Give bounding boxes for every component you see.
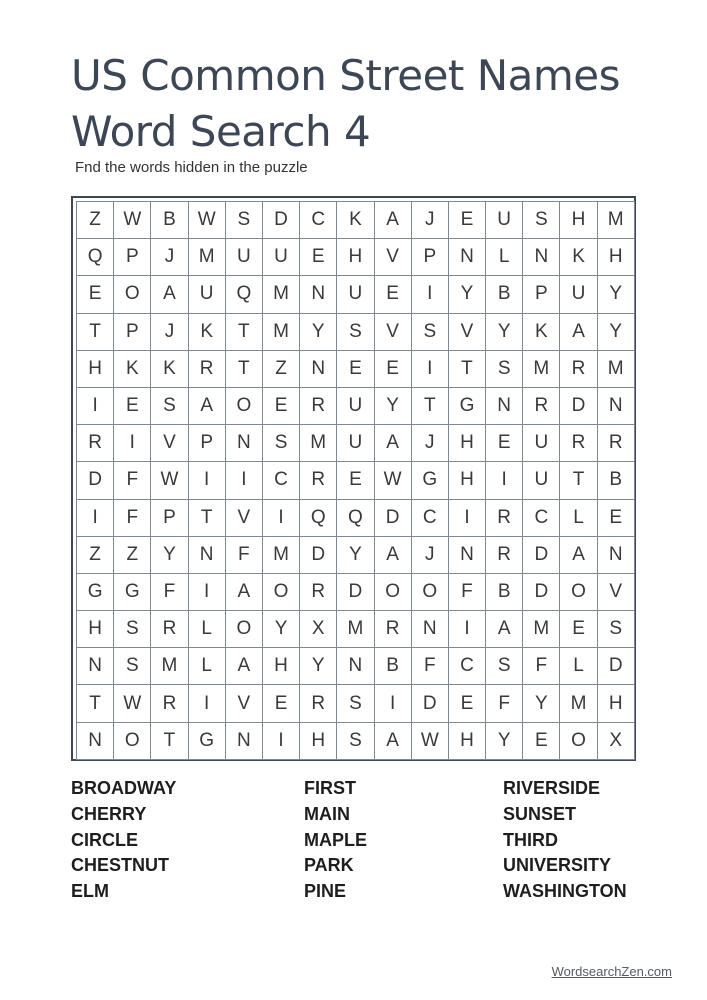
grid-cell[interactable]: H: [598, 239, 635, 276]
grid-cell[interactable]: X: [300, 611, 337, 648]
grid-cell[interactable]: Y: [598, 276, 635, 313]
grid-cell[interactable]: M: [300, 425, 337, 462]
grid-cell[interactable]: E: [375, 351, 412, 388]
grid-cell[interactable]: S: [226, 202, 263, 239]
grid-cell[interactable]: D: [375, 500, 412, 537]
grid-cell[interactable]: Y: [598, 314, 635, 351]
grid-cell[interactable]: F: [449, 574, 486, 611]
grid-cell[interactable]: E: [449, 685, 486, 722]
grid-cell[interactable]: W: [375, 462, 412, 499]
grid-cell[interactable]: U: [523, 462, 560, 499]
grid-cell[interactable]: E: [114, 388, 151, 425]
grid-cell[interactable]: E: [337, 351, 374, 388]
grid-cell[interactable]: B: [151, 202, 188, 239]
grid-cell[interactable]: N: [77, 648, 114, 685]
grid-cell[interactable]: R: [560, 425, 597, 462]
grid-cell[interactable]: R: [375, 611, 412, 648]
grid-cell[interactable]: D: [77, 462, 114, 499]
grid-cell[interactable]: O: [226, 388, 263, 425]
word-list-item: PARK: [304, 855, 354, 876]
grid-cell[interactable]: O: [114, 723, 151, 760]
grid-cell[interactable]: R: [300, 685, 337, 722]
word-list-item: RIVERSIDE: [503, 778, 601, 798]
grid-cell[interactable]: Y: [523, 685, 560, 722]
grid-cell[interactable]: K: [523, 314, 560, 351]
grid-cell[interactable]: E: [486, 425, 523, 462]
grid-cell[interactable]: Y: [151, 537, 188, 574]
grid-cell[interactable]: P: [151, 500, 188, 537]
grid-cell[interactable]: A: [560, 314, 597, 351]
grid-cell[interactable]: M: [263, 314, 300, 351]
grid-cell[interactable]: D: [300, 537, 337, 574]
grid-cell[interactable]: A: [375, 425, 412, 462]
grid-cell[interactable]: I: [226, 462, 263, 499]
grid-cell[interactable]: B: [598, 462, 635, 499]
grid-cell[interactable]: I: [412, 276, 449, 313]
word-list-item: MAIN: [304, 803, 350, 824]
grid-cell[interactable]: T: [77, 314, 114, 351]
grid-cell[interactable]: U: [337, 388, 374, 425]
grid-cell[interactable]: T: [226, 351, 263, 388]
grid-cell[interactable]: V: [375, 314, 412, 351]
grid-cell[interactable]: A: [375, 202, 412, 239]
grid-cell[interactable]: O: [560, 723, 597, 760]
grid-cell[interactable]: V: [449, 314, 486, 351]
word-list-item: MAPLE: [304, 829, 367, 850]
grid-cell[interactable]: C: [300, 202, 337, 239]
grid-cell[interactable]: W: [412, 723, 449, 760]
grid-cell[interactable]: H: [449, 462, 486, 499]
grid-cell[interactable]: B: [486, 276, 523, 313]
grid-cell[interactable]: H: [449, 723, 486, 760]
grid-cell[interactable]: I: [77, 388, 114, 425]
grid-cell[interactable]: E: [300, 239, 337, 276]
grid-cell[interactable]: X: [598, 723, 635, 760]
puzzle-title: [71, 48, 620, 160]
grid-cell[interactable]: N: [486, 388, 523, 425]
grid-cell[interactable]: T: [151, 723, 188, 760]
puzzle-grid-frame: [71, 196, 636, 761]
grid-cell[interactable]: S: [486, 648, 523, 685]
grid-cell[interactable]: N: [226, 425, 263, 462]
grid-cell[interactable]: Z: [77, 202, 114, 239]
grid-cell[interactable]: G: [412, 462, 449, 499]
word-list-item: SUNSET: [503, 803, 577, 824]
grid-cell[interactable]: N: [77, 723, 114, 760]
grid-cell[interactable]: I: [263, 723, 300, 760]
grid-cell[interactable]: I: [189, 574, 226, 611]
grid-cell[interactable]: R: [77, 425, 114, 462]
grid-cell[interactable]: H: [560, 202, 597, 239]
grid-cell[interactable]: I: [412, 351, 449, 388]
grid-cell[interactable]: V: [375, 239, 412, 276]
grid-cell[interactable]: Y: [375, 388, 412, 425]
grid-cell[interactable]: N: [449, 537, 486, 574]
grid-cell[interactable]: Z: [114, 537, 151, 574]
grid-cell[interactable]: V: [226, 500, 263, 537]
grid-cell[interactable]: U: [560, 276, 597, 313]
grid-cell[interactable]: F: [486, 685, 523, 722]
grid-cell[interactable]: Y: [486, 723, 523, 760]
grid-cell[interactable]: O: [560, 574, 597, 611]
word-list-item: CHESTNUT: [71, 855, 169, 876]
grid-cell[interactable]: R: [189, 351, 226, 388]
grid-cell[interactable]: H: [77, 611, 114, 648]
grid-cell[interactable]: N: [412, 611, 449, 648]
grid-cell[interactable]: C: [412, 500, 449, 537]
grid-cell[interactable]: I: [449, 611, 486, 648]
grid-cell[interactable]: K: [189, 314, 226, 351]
grid-cell[interactable]: I: [189, 462, 226, 499]
grid-cell[interactable]: E: [375, 276, 412, 313]
title-line-2: Word Search 4: [71, 107, 371, 156]
grid-cell[interactable]: U: [337, 425, 374, 462]
grid-cell[interactable]: F: [151, 574, 188, 611]
letter-grid: [76, 201, 635, 760]
grid-cell[interactable]: A: [375, 537, 412, 574]
grid-cell[interactable]: S: [337, 314, 374, 351]
grid-cell[interactable]: Q: [300, 500, 337, 537]
grid-cell[interactable]: A: [486, 611, 523, 648]
grid-cell[interactable]: B: [375, 648, 412, 685]
word-list-column-2: [304, 776, 367, 905]
grid-cell[interactable]: A: [151, 276, 188, 313]
grid-cell[interactable]: M: [263, 537, 300, 574]
grid-cell[interactable]: O: [114, 276, 151, 313]
grid-cell[interactable]: J: [412, 425, 449, 462]
grid-cell[interactable]: A: [189, 388, 226, 425]
word-list-item: FIRST: [304, 778, 356, 798]
grid-cell[interactable]: I: [77, 500, 114, 537]
grid-cell[interactable]: G: [189, 723, 226, 760]
grid-cell[interactable]: K: [337, 202, 374, 239]
grid-cell[interactable]: R: [523, 388, 560, 425]
grid-cell[interactable]: D: [523, 574, 560, 611]
grid-cell[interactable]: Y: [337, 537, 374, 574]
grid-cell[interactable]: N: [189, 537, 226, 574]
grid-cell[interactable]: O: [263, 574, 300, 611]
grid-cell[interactable]: E: [523, 723, 560, 760]
grid-cell[interactable]: U: [226, 239, 263, 276]
grid-cell[interactable]: H: [337, 239, 374, 276]
grid-cell[interactable]: T: [189, 500, 226, 537]
grid-cell[interactable]: M: [560, 685, 597, 722]
grid-cell[interactable]: E: [598, 500, 635, 537]
grid-cell[interactable]: Y: [449, 276, 486, 313]
grid-cell[interactable]: F: [226, 537, 263, 574]
word-list-item: THIRD: [503, 829, 558, 850]
grid-cell[interactable]: V: [151, 425, 188, 462]
grid-cell[interactable]: A: [226, 648, 263, 685]
grid-cell[interactable]: Q: [337, 500, 374, 537]
grid-cell[interactable]: J: [412, 537, 449, 574]
grid-cell[interactable]: W: [189, 202, 226, 239]
grid-cell[interactable]: A: [375, 723, 412, 760]
instructions: Fnd the words hidden in the puzzle: [75, 159, 308, 176]
grid-cell[interactable]: O: [412, 574, 449, 611]
grid-cell[interactable]: S: [598, 611, 635, 648]
grid-cell[interactable]: H: [263, 648, 300, 685]
grid-cell[interactable]: G: [449, 388, 486, 425]
grid-cell[interactable]: T: [412, 388, 449, 425]
grid-cell[interactable]: S: [337, 723, 374, 760]
word-list-item: PINE: [304, 881, 347, 902]
grid-cell[interactable]: V: [226, 685, 263, 722]
grid-cell[interactable]: S: [151, 388, 188, 425]
grid-cell[interactable]: L: [189, 611, 226, 648]
grid-cell[interactable]: K: [114, 351, 151, 388]
grid-cell[interactable]: Z: [77, 537, 114, 574]
grid-cell[interactable]: V: [598, 574, 635, 611]
grid-cell[interactable]: U: [337, 276, 374, 313]
grid-cell[interactable]: I: [375, 685, 412, 722]
grid-cell[interactable]: J: [151, 239, 188, 276]
word-list-item: CHERRY: [71, 803, 147, 824]
grid-cell[interactable]: B: [486, 574, 523, 611]
grid-cell[interactable]: H: [449, 425, 486, 462]
grid-cell[interactable]: E: [449, 202, 486, 239]
grid-cell[interactable]: U: [523, 425, 560, 462]
grid-cell[interactable]: C: [263, 462, 300, 499]
grid-cell[interactable]: F: [523, 648, 560, 685]
grid-cell[interactable]: W: [151, 462, 188, 499]
grid-cell[interactable]: L: [189, 648, 226, 685]
grid-cell[interactable]: R: [300, 462, 337, 499]
grid-cell[interactable]: L: [560, 500, 597, 537]
grid-cell[interactable]: G: [77, 574, 114, 611]
grid-cell[interactable]: J: [151, 314, 188, 351]
grid-cell[interactable]: R: [486, 500, 523, 537]
grid-cell[interactable]: Y: [263, 611, 300, 648]
grid-cell[interactable]: R: [151, 611, 188, 648]
grid-cell[interactable]: R: [300, 574, 337, 611]
grid-cell[interactable]: J: [412, 202, 449, 239]
grid-cell[interactable]: S: [114, 648, 151, 685]
grid-cell[interactable]: N: [337, 648, 374, 685]
grid-cell[interactable]: Y: [300, 314, 337, 351]
grid-cell[interactable]: R: [300, 388, 337, 425]
grid-cell[interactable]: W: [114, 202, 151, 239]
grid-cell[interactable]: N: [598, 388, 635, 425]
grid-cell[interactable]: E: [77, 276, 114, 313]
grid-cell[interactable]: D: [598, 648, 635, 685]
grid-cell[interactable]: Q: [77, 239, 114, 276]
grid-cell[interactable]: K: [560, 239, 597, 276]
word-list-item: WASHINGTON: [503, 881, 627, 902]
grid-cell[interactable]: P: [189, 425, 226, 462]
grid-cell[interactable]: D: [263, 202, 300, 239]
grid-cell[interactable]: L: [486, 239, 523, 276]
grid-cell[interactable]: Y: [300, 648, 337, 685]
grid-cell[interactable]: T: [77, 685, 114, 722]
grid-cell[interactable]: N: [523, 239, 560, 276]
word-list-column-3: [503, 776, 627, 905]
grid-cell[interactable]: M: [598, 202, 635, 239]
grid-cell[interactable]: E: [263, 388, 300, 425]
word-list-item: UNIVERSITY: [503, 855, 612, 876]
grid-cell[interactable]: R: [151, 685, 188, 722]
grid-cell[interactable]: F: [114, 500, 151, 537]
grid-cell[interactable]: S: [114, 611, 151, 648]
grid-cell[interactable]: D: [560, 388, 597, 425]
grid-cell[interactable]: P: [114, 239, 151, 276]
grid-cell[interactable]: E: [337, 462, 374, 499]
grid-cell[interactable]: P: [412, 239, 449, 276]
word-list-item: ELM: [71, 881, 109, 902]
grid-cell[interactable]: Y: [486, 314, 523, 351]
grid-cell[interactable]: C: [449, 648, 486, 685]
grid-cell[interactable]: N: [449, 239, 486, 276]
grid-cell[interactable]: N: [300, 276, 337, 313]
grid-cell[interactable]: K: [151, 351, 188, 388]
grid-cell[interactable]: S: [486, 351, 523, 388]
grid-cell[interactable]: O: [375, 574, 412, 611]
grid-cell[interactable]: D: [412, 685, 449, 722]
grid-cell[interactable]: S: [412, 314, 449, 351]
grid-cell[interactable]: T: [449, 351, 486, 388]
grid-cell[interactable]: I: [486, 462, 523, 499]
grid-cell[interactable]: U: [189, 276, 226, 313]
grid-cell[interactable]: W: [114, 685, 151, 722]
grid-cell[interactable]: S: [337, 685, 374, 722]
grid-cell[interactable]: I: [114, 425, 151, 462]
grid-cell[interactable]: A: [226, 574, 263, 611]
grid-cell[interactable]: M: [598, 351, 635, 388]
grid-cell[interactable]: T: [226, 314, 263, 351]
grid-cell[interactable]: I: [189, 685, 226, 722]
grid-cell[interactable]: F: [412, 648, 449, 685]
grid-cell[interactable]: E: [560, 611, 597, 648]
title-line-1: US Common Street Names: [71, 51, 621, 100]
grid-cell[interactable]: R: [560, 351, 597, 388]
grid-cell[interactable]: U: [263, 239, 300, 276]
grid-cell[interactable]: H: [598, 685, 635, 722]
grid-cell[interactable]: O: [226, 611, 263, 648]
grid-cell[interactable]: R: [486, 537, 523, 574]
word-list-item: CIRCLE: [71, 829, 138, 850]
grid-cell[interactable]: A: [560, 537, 597, 574]
grid-cell[interactable]: H: [300, 723, 337, 760]
grid-cell[interactable]: L: [560, 648, 597, 685]
grid-cell[interactable]: M: [151, 648, 188, 685]
grid-cell[interactable]: U: [486, 202, 523, 239]
grid-cell[interactable]: D: [337, 574, 374, 611]
grid-cell[interactable]: M: [189, 239, 226, 276]
grid-cell[interactable]: S: [263, 425, 300, 462]
grid-cell[interactable]: P: [114, 314, 151, 351]
grid-cell[interactable]: M: [263, 276, 300, 313]
grid-cell[interactable]: N: [300, 351, 337, 388]
grid-cell[interactable]: R: [598, 425, 635, 462]
grid-cell[interactable]: N: [598, 537, 635, 574]
grid-cell[interactable]: H: [77, 351, 114, 388]
grid-cell[interactable]: M: [337, 611, 374, 648]
grid-cell[interactable]: G: [114, 574, 151, 611]
grid-cell[interactable]: M: [523, 611, 560, 648]
grid-cell[interactable]: P: [523, 276, 560, 313]
grid-cell[interactable]: C: [523, 500, 560, 537]
grid-cell[interactable]: I: [263, 500, 300, 537]
grid-cell[interactable]: Q: [226, 276, 263, 313]
grid-cell[interactable]: N: [226, 723, 263, 760]
grid-cell[interactable]: M: [523, 351, 560, 388]
grid-cell[interactable]: E: [263, 685, 300, 722]
grid-cell[interactable]: I: [449, 500, 486, 537]
word-list-column-1: [71, 776, 176, 905]
grid-cell[interactable]: D: [523, 537, 560, 574]
word-list-item: BROADWAY: [71, 778, 177, 798]
grid-cell[interactable]: T: [560, 462, 597, 499]
site-link[interactable]: WordsearchZen.com: [551, 964, 672, 979]
grid-cell[interactable]: S: [523, 202, 560, 239]
grid-cell[interactable]: F: [114, 462, 151, 499]
grid-cell[interactable]: Z: [263, 351, 300, 388]
